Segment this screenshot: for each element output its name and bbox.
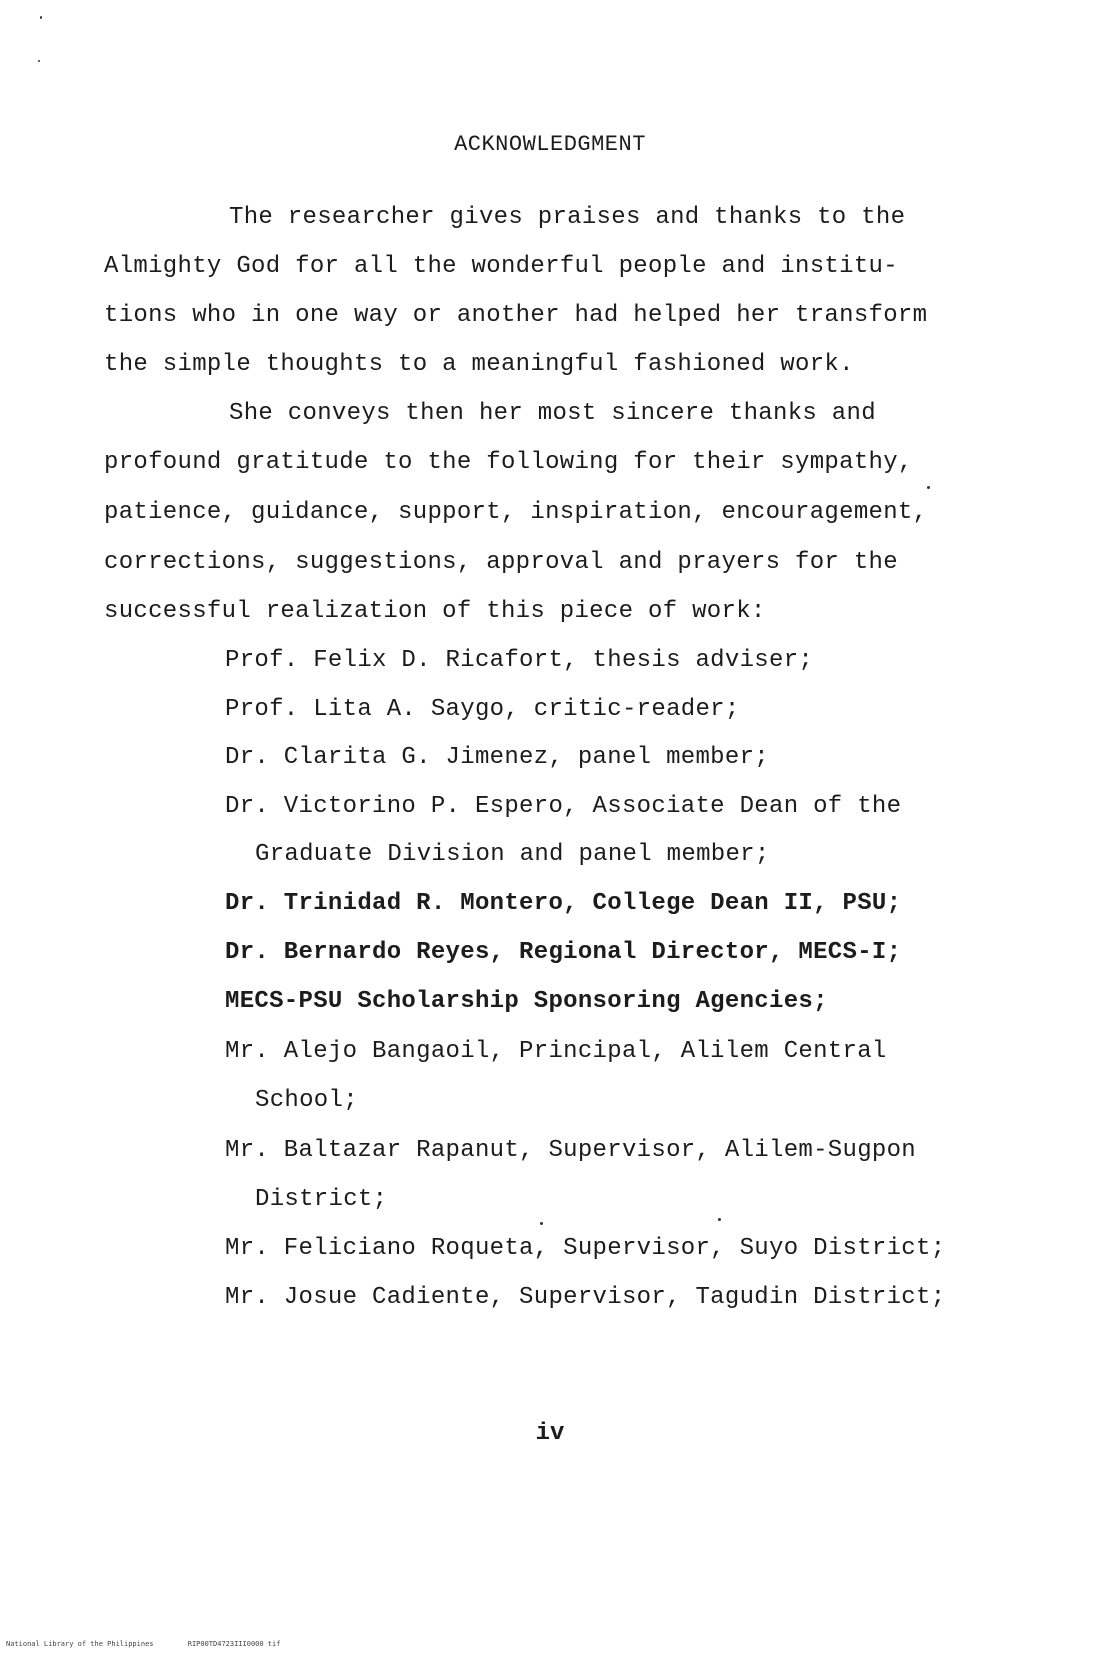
acknowledgee-entry: Mr. Alejo Bangaoil, Principal, Alilem Central: [225, 1038, 887, 1065]
paragraph-2-line: successful realization of this piece of work:: [104, 598, 766, 625]
acknowledgee-entry: Mr. Josue Cadiente, Supervisor, Tagudin District;: [225, 1284, 946, 1311]
paragraph-1-line: tions who in one way or another had helped her transform: [104, 302, 928, 329]
footer-file-id: RIP00TD4723III0000 tif: [187, 1640, 281, 1648]
paragraph-1-line: the simple thoughts to a meaningful fashioned work.: [104, 351, 854, 378]
paragraph-2-line: She conveys then her most sincere thanks and: [229, 400, 876, 427]
page-number: iv: [535, 1420, 565, 1447]
acknowledgee-entry: Mr. Baltazar Rapanut, Supervisor, Alilem-Sugpon: [225, 1137, 917, 1164]
scan-speck: [38, 60, 40, 62]
footer-library: National Library of the Philippines: [6, 1640, 154, 1648]
acknowledgee-entry-continuation: School;: [255, 1087, 358, 1114]
scan-speck: [40, 16, 42, 19]
paragraph-2-line: corrections, suggestions, approval and prayers for the: [104, 549, 898, 576]
page-title: ACKNOWLEDGMENT: [454, 132, 646, 157]
paragraph-1-line: The researcher gives praises and thanks to the: [229, 204, 906, 231]
scan-speck: [718, 1218, 721, 1221]
acknowledgee-entry: Dr. Clarita G. Jimenez, panel member;: [225, 744, 769, 771]
scan-speck: [540, 1222, 543, 1225]
acknowledgee-entry: MECS-PSU Scholarship Sponsoring Agencies;: [225, 988, 828, 1015]
acknowledgee-entry: Prof. Felix D. Ricafort, thesis adviser;: [225, 647, 814, 674]
paragraph-2-line: patience, guidance, support, inspiration, encouragement,: [104, 499, 928, 526]
scan-footer: [6, 1640, 310, 1648]
acknowledgee-entry: Prof. Lita A. Saygo, critic-reader;: [225, 696, 740, 723]
acknowledgee-entry: Mr. Feliciano Roqueta, Supervisor, Suyo District;: [225, 1235, 946, 1262]
acknowledgee-entry: Dr. Victorino P. Espero, Associate Dean of the: [225, 793, 902, 820]
paragraph-1-line: Almighty God for all the wonderful people and institu-: [104, 253, 898, 280]
scan-speck: [927, 486, 930, 489]
paragraph-2-line: profound gratitude to the following for their sympathy,: [104, 449, 913, 476]
acknowledgee-entry: Dr. Trinidad R. Montero, College Dean II, PSU;: [225, 890, 902, 917]
acknowledgee-entry: Dr. Bernardo Reyes, Regional Director, MECS-I;: [225, 939, 902, 966]
acknowledgee-entry-continuation: Graduate Division and panel member;: [255, 841, 770, 868]
acknowledgee-entry-continuation: District;: [255, 1186, 388, 1213]
